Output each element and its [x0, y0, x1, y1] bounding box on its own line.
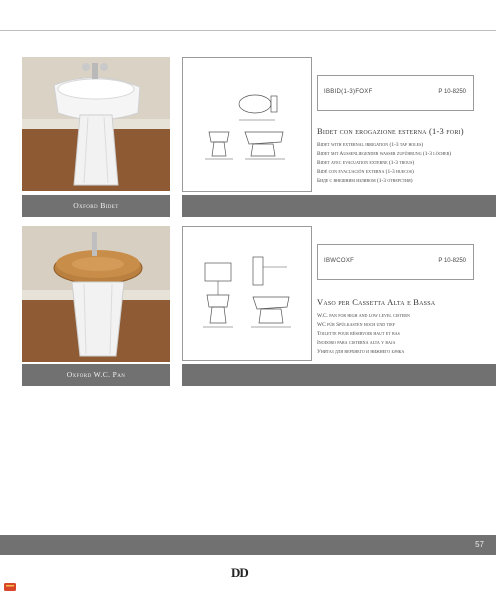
bidet-code-box	[317, 75, 474, 111]
bidet-code: IBBID(1-3)FOXF	[324, 89, 373, 95]
bidet-caption: Oxford Bidet	[22, 195, 170, 217]
tag-icon	[4, 582, 16, 592]
brand-logo: DD	[231, 565, 248, 580]
bidet-title: Bidet con erogazione esterna (1-3 fori)	[317, 126, 464, 136]
footer-bar	[0, 535, 496, 555]
bidet-line-de: Bidet mit Außenliegender wasser zuführung (1-3 löcher)	[317, 151, 452, 157]
page-number: 57	[475, 540, 484, 549]
wc-pan-code-box	[317, 244, 474, 280]
wc-pan-band	[182, 364, 496, 386]
bidet-price: P 10-8250	[438, 89, 466, 95]
wc-pan-line-es: Inodoro para cisterna alta y baja	[317, 340, 396, 346]
bidet-band	[182, 195, 496, 217]
wc-pan-title: Vaso per Cassetta Alta e Bassa	[317, 297, 436, 307]
wc-pan-code: IBWCOXF	[324, 258, 355, 264]
bidet-line-ru: Биде с внешним изливом (1-3 отверстия)	[317, 178, 413, 184]
bidet-technical-drawing	[182, 57, 312, 192]
wc-pan-caption: Oxford W.C. Pan	[22, 364, 170, 386]
wc-pan-line-fr: Toilette pour réservoir haut et bas	[317, 331, 400, 337]
top-rule	[0, 30, 496, 31]
wc-pan-price: P 10-8250	[438, 258, 466, 264]
bidet-photo	[22, 57, 170, 191]
wc-pan-line-de: WC für Spülkasten hoch und tief	[317, 322, 395, 328]
bidet-line-en: Bidet with external irrigation (1-3 tap holes)	[317, 142, 424, 148]
wc-pan-line-ru: Унитаз для верхнего и нижнего бачка	[317, 349, 405, 355]
wc-pan-technical-drawing	[182, 226, 312, 361]
bidet-line-es: Bidé con evacuación externa (1-3 huecos)	[317, 169, 414, 175]
wc-pan-line-en: W.C. pan for high and low level cistern	[317, 313, 410, 319]
bidet-line-fr: Bidet avec evacuation externe (1-3 trous)	[317, 160, 415, 166]
wc-pan-photo	[22, 226, 170, 362]
